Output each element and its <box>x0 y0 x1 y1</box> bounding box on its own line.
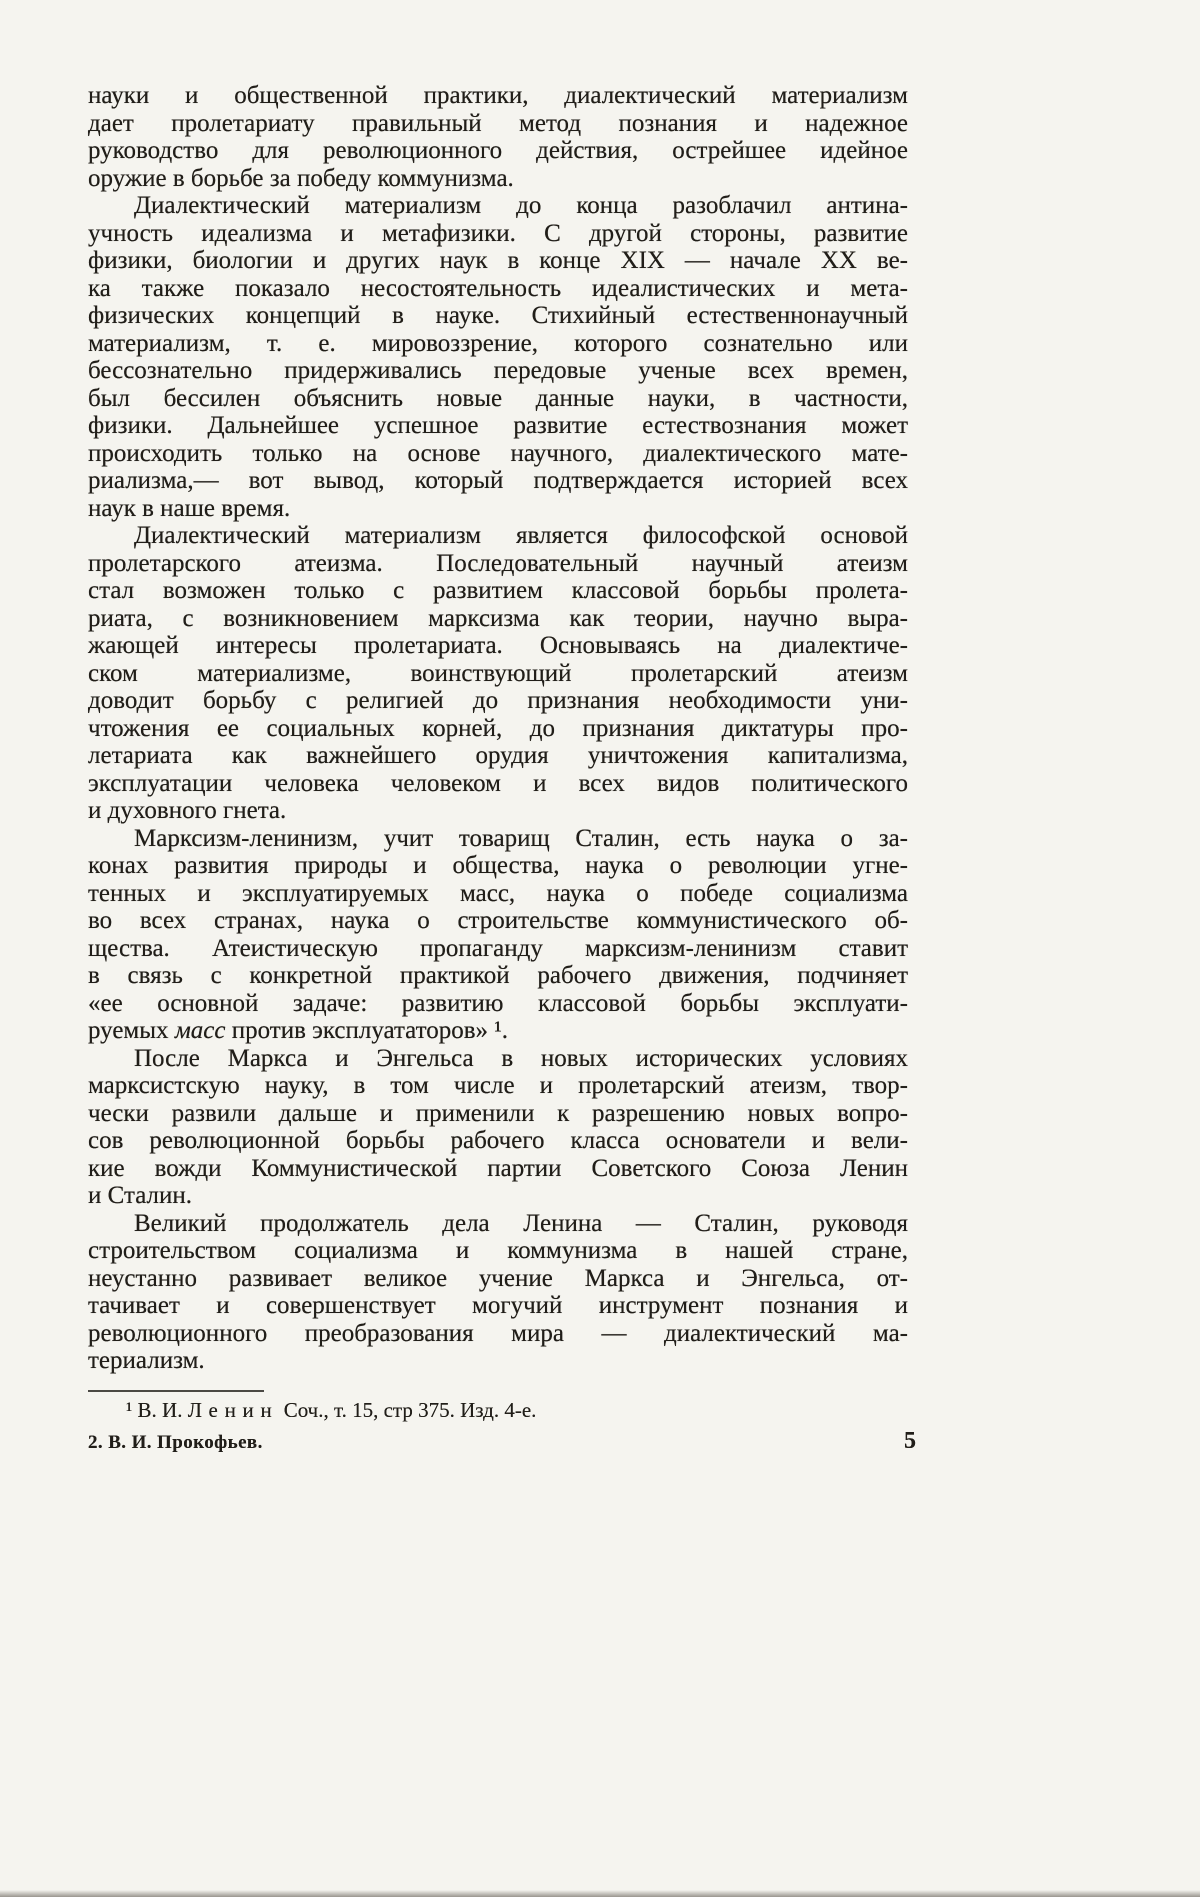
text-line: был бессилен объяснить новые данные науки, в частности, <box>88 384 908 412</box>
text-line: во всех странах, наука о строительстве коммунистического об- <box>88 907 908 934</box>
text-line: эксплуатации человека человеком и всех видов политического <box>88 769 908 797</box>
footnote: ¹ В. И. Ленин Соч., т. 15, стр 375. Изд. 4-е. <box>126 1397 537 1422</box>
text-line: бессознательно придерживались передовые ученые всех времен, <box>88 357 908 384</box>
text-line: и Сталин. <box>88 1182 193 1209</box>
footnote-divider <box>88 1390 264 1392</box>
text-line: чески развили дальше и применили к разрешению новых вопро- <box>88 1099 908 1127</box>
text-line: доводит борьбу с религией до признания необходимости уни- <box>88 687 908 714</box>
text-line: тачивает и совершенствует могучий инструмент познания и <box>88 1292 908 1319</box>
text-line: летариата как важнейшего орудия уничтожения капитализма, <box>88 742 908 769</box>
text-line: сов революционной борьбы рабочего класса основатели и вели- <box>88 1127 908 1154</box>
text-line: материализм, т. е. мировоззрение, которого сознательно или <box>88 329 908 357</box>
text-line: физики. Дальнейшее успешное развитие естествознания может <box>88 412 908 439</box>
paragraph <box>88 1045 908 1210</box>
text-line: оружие в борьбе за победу коммунизма. <box>88 164 514 192</box>
text-line: в связь с конкретной практикой рабочего движения, подчиняет <box>88 962 908 989</box>
text-line: риата, с возникновением марксизма как теории, научно выра- <box>88 604 908 632</box>
paragraph <box>88 192 908 522</box>
page-number: 5 <box>904 1427 916 1454</box>
text-line: После Маркса и Энгельса в новых исторических условиях <box>134 1044 908 1072</box>
text-line: Диалектический материализм является философской основой <box>134 522 908 549</box>
text-line: наук в наше время. <box>88 494 291 522</box>
paragraph <box>88 1210 908 1375</box>
text-line: щества. Атеистическую пропаганду марксизм-ленинизм ставит <box>88 934 908 962</box>
text-line: физики, биологии и других наук в конце XIX — начале XX ве- <box>88 247 908 274</box>
text-line: Марксизм-ленинизм, учит товарищ Сталин, есть наука о за- <box>134 824 908 852</box>
emphasized-word: масс <box>174 1017 226 1044</box>
text-line: чтожения ее социальных корней, до признания диктатуры про- <box>88 714 908 742</box>
text-line: стал возможен только с развитием классовой борьбы пролета- <box>88 577 908 604</box>
text-line: неустанно развивает великое учение Маркса и Энгельса, от- <box>88 1264 908 1292</box>
text-line: риализма,— вот вывод, который подтверждается историей всех <box>88 467 908 494</box>
text-line: дает пролетариату правильный метод познания и надежное <box>88 109 908 137</box>
text-line: конах развития природы и общества, наука о революции угне- <box>88 852 908 879</box>
text-line: учность идеализма и метафизики. С другой стороны, развитие <box>88 219 908 247</box>
letterspaced-name: Ленин <box>187 1397 279 1422</box>
text-line: тенных и эксплуатируемых масс, наука о победе социализма <box>88 879 908 907</box>
text-line: науки и общественной практики, диалектический материализм <box>88 82 908 109</box>
text-line: ка также показало несостоятельность идеалистических и мета- <box>88 274 908 302</box>
paragraph <box>88 825 908 1045</box>
edition-signature: 2. В. И. Прокофьев. <box>88 1431 263 1453</box>
text-line: и духовного гнета. <box>88 797 287 824</box>
text-line: Великий продолжатель дела Ленина — Сталин, руководя <box>134 1209 908 1237</box>
text-line: жающей интересы пролетариата. Основываясь на диалектиче- <box>88 632 908 659</box>
text-line: руемых масс против эксплуататоров» ¹. <box>88 1017 509 1044</box>
page-text <box>88 82 908 1375</box>
paragraph <box>88 82 908 192</box>
paragraph <box>88 522 908 825</box>
text-line: происходить только на основе научного, диалектического мате- <box>88 439 908 467</box>
text-line: революционного преобразования мира — диалектический ма- <box>88 1319 908 1347</box>
text-line: териализм. <box>88 1347 205 1374</box>
text-line: строительством социализма и коммунизма в нашей стране, <box>88 1237 908 1264</box>
text-line: марксистскую науку, в том числе и пролетарский атеизм, твор- <box>88 1072 908 1099</box>
page-footer <box>88 1428 916 1455</box>
text-line: руководство для революционного действия, острейшее идейное <box>88 137 908 164</box>
text-line: ском материализме, воинствующий пролетарский атеизм <box>88 659 908 687</box>
text-line: «ее основной задаче: развитию классовой борьбы эксплуати- <box>88 989 908 1017</box>
text-line: пролетарского атеизма. Последовательный научный атеизм <box>88 549 908 577</box>
text-line: Диалектический материализм до конца разоблачил антина- <box>134 192 908 219</box>
text-line: кие вожди Коммунистической партии Советского Союза Ленин <box>88 1154 908 1182</box>
text-line: физических концепций в науке. Стихийный естественнонаучный <box>88 302 908 329</box>
